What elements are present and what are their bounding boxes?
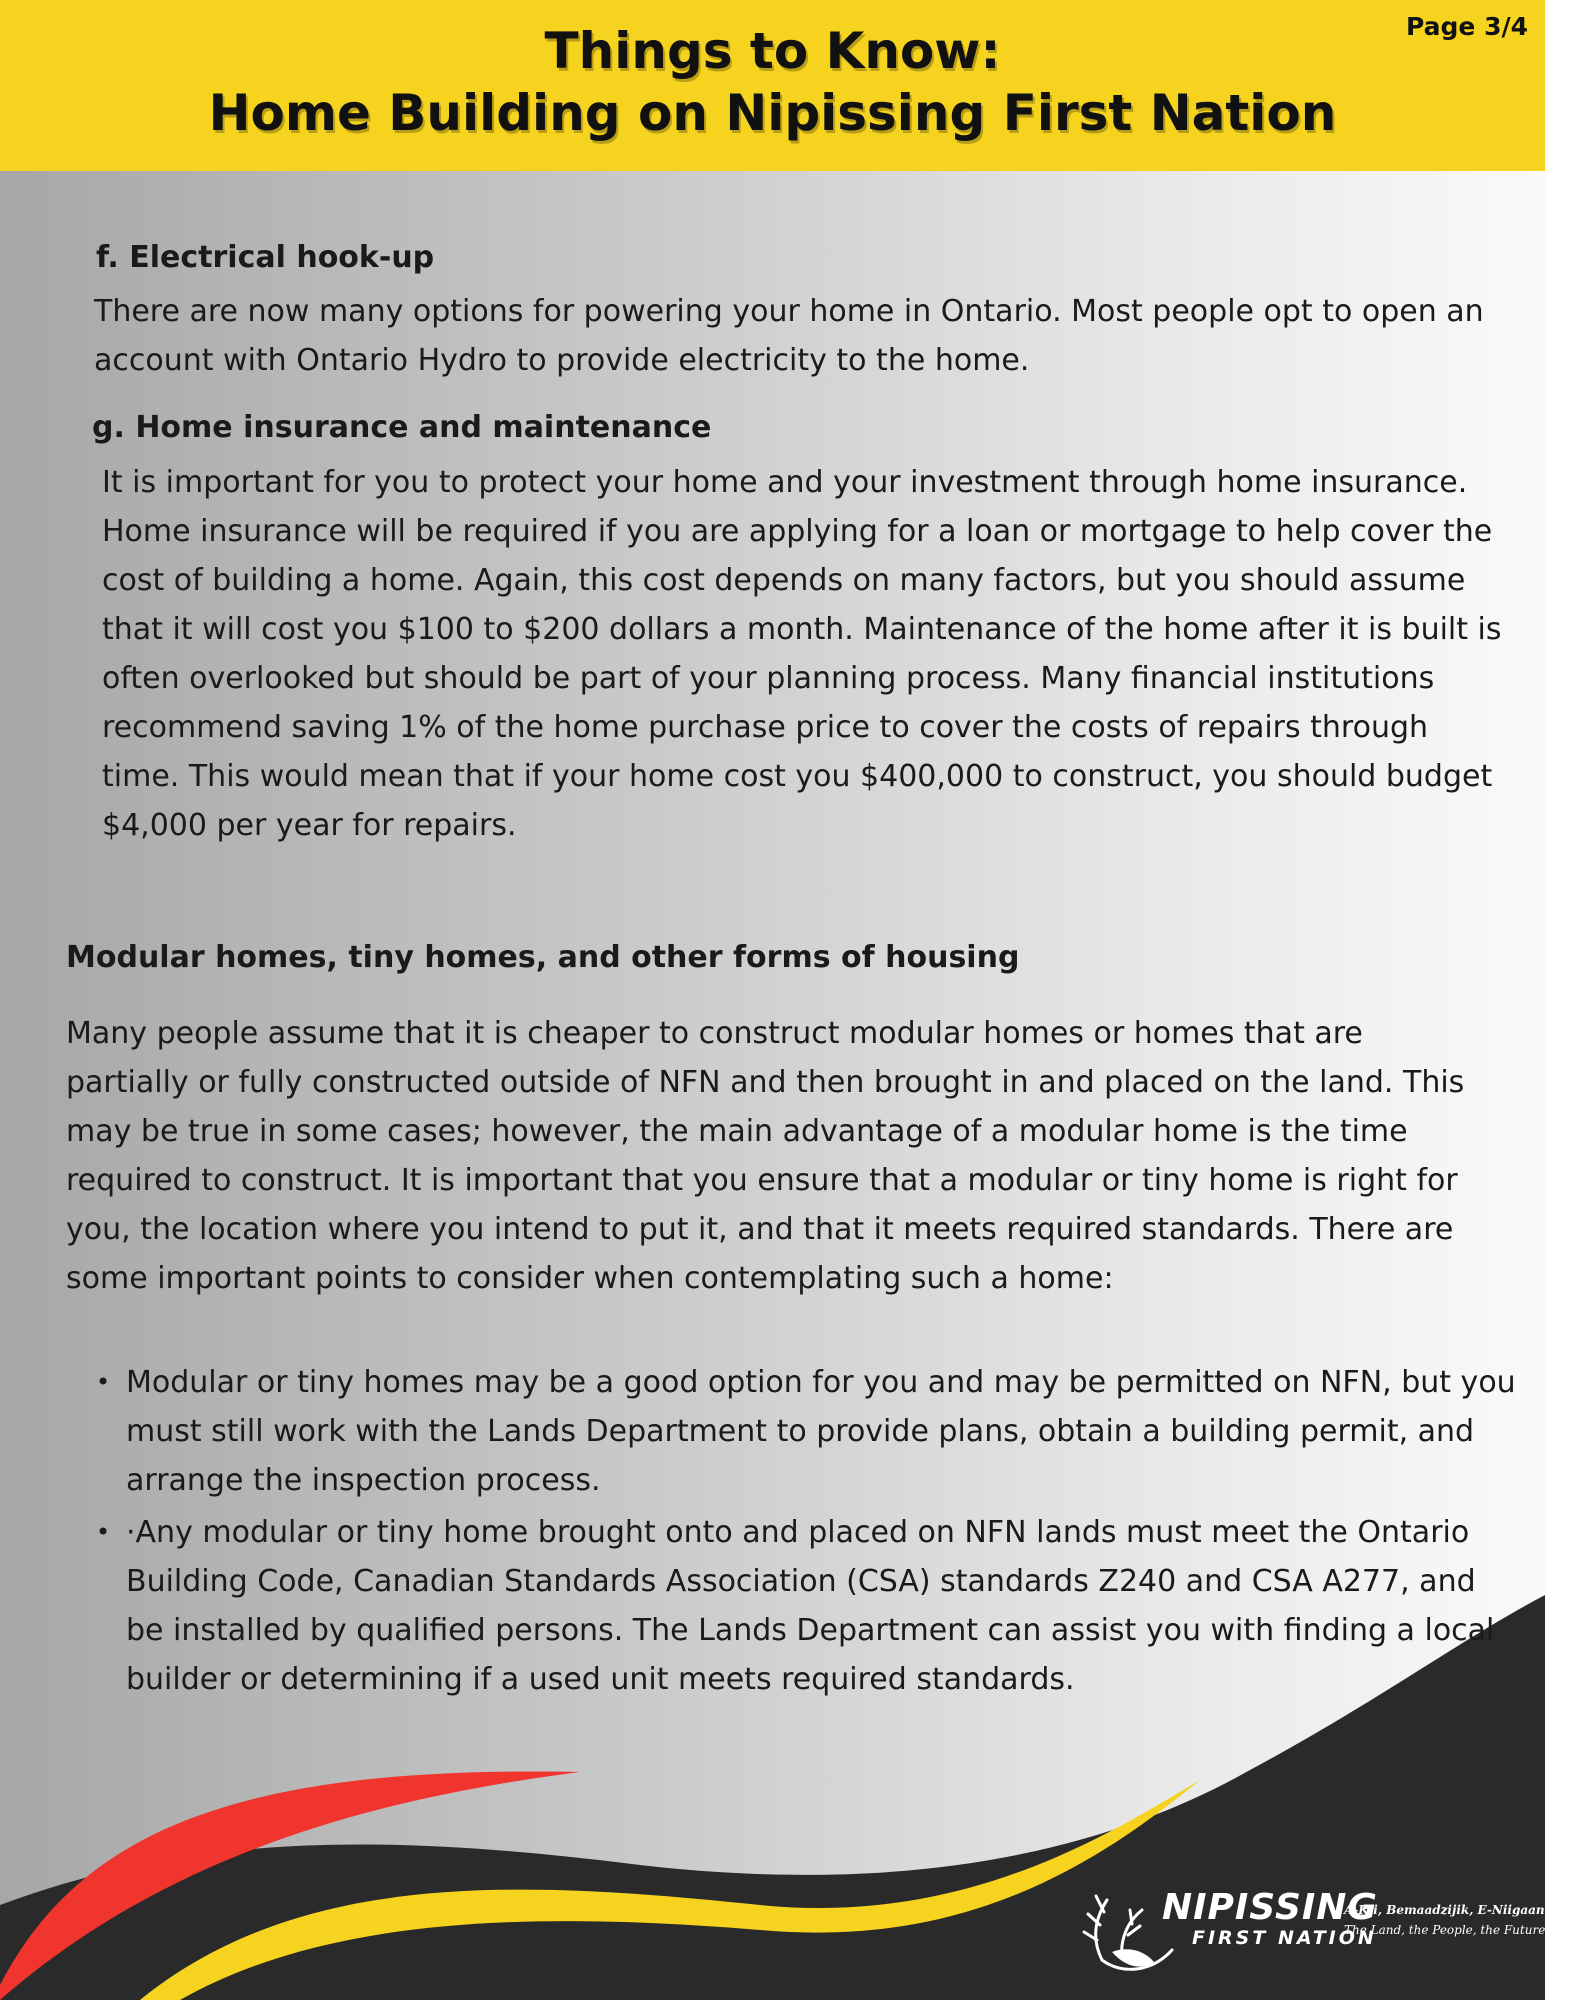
title-line-1: Things to Know: [544, 22, 1001, 80]
logo-subtitle: FIRST NATION [1192, 1927, 1377, 1949]
bullet-item: • Modular or tiny homes may be a good option for you and may be permitted on NFN, but you must still work with the Lands Department to provide plans, obtain a building permit, and arrange the inspection process. [96, 1358, 1516, 1505]
electrical-heading: f. Electrical hook-up [96, 240, 435, 275]
logo-tagline-ojibwe: A-Kii, Bemaadzijik, E-Niigaanwang [1344, 1903, 1580, 1917]
insurance-body: It is important for you to protect your home and your investment through home insurance. Home insurance will be required if you are applying for a loan or mortgage to help cover the cost of building a home. Again, this cost depends on many factors, but you should assume that it will cost you $100 to $200 dollars a month. Maintenance of the home after it is built is often overlooked but should be part of your planning process. Many financial institutions recommend saving 1% of the home purchase price to cover the costs of repairs through time. This would mean that if your home cost you $400,000 to construct, you should budget $4,000 per year for repairs. [102, 465, 1502, 843]
page-number: Page 3/4 [1406, 12, 1528, 41]
nipissing-logo [1082, 1880, 1580, 1990]
modular-body: Many people assume that it is cheaper to construct modular homes or homes that are partially or fully constructed outside of NFN and then brought in and placed on the land. This may be true in some cases; however, the main advantage of a modular home is the time required to construct. It is important that you ensure that a modular or tiny home is right for you, the location where you intend to put it, and that it meets required standards. There are some important points to consider when contemplating such a home: [66, 1016, 1465, 1296]
title-line-2: Home Building on Nipissing First Nation [208, 84, 1337, 142]
insurance-heading: g. Home insurance and maintenance [92, 410, 712, 445]
logo-name: NIPISSING [1162, 1887, 1378, 1928]
logo-tagline-english: The Land, the People, the Future [1344, 1923, 1546, 1937]
electrical-body: There are now many options for powering your home in Ontario. Most people opt to open an account with Ontario Hydro to provide electricity to the home. [94, 294, 1484, 378]
bullet-item: • ·Any modular or tiny home brought onto and placed on NFN lands must meet the Ontario Building Code, Canadian Standards Association (CSA) standards Z240 and CSA A277, and be installed by qualified persons. The Lands Department can assist you with finding a local builder or determining if a used unit meets required standards. [96, 1508, 1516, 1704]
modular-heading: Modular homes, tiny homes, and other forms of housing [66, 940, 1020, 975]
modular-bullet-list [96, 1358, 1516, 1707]
